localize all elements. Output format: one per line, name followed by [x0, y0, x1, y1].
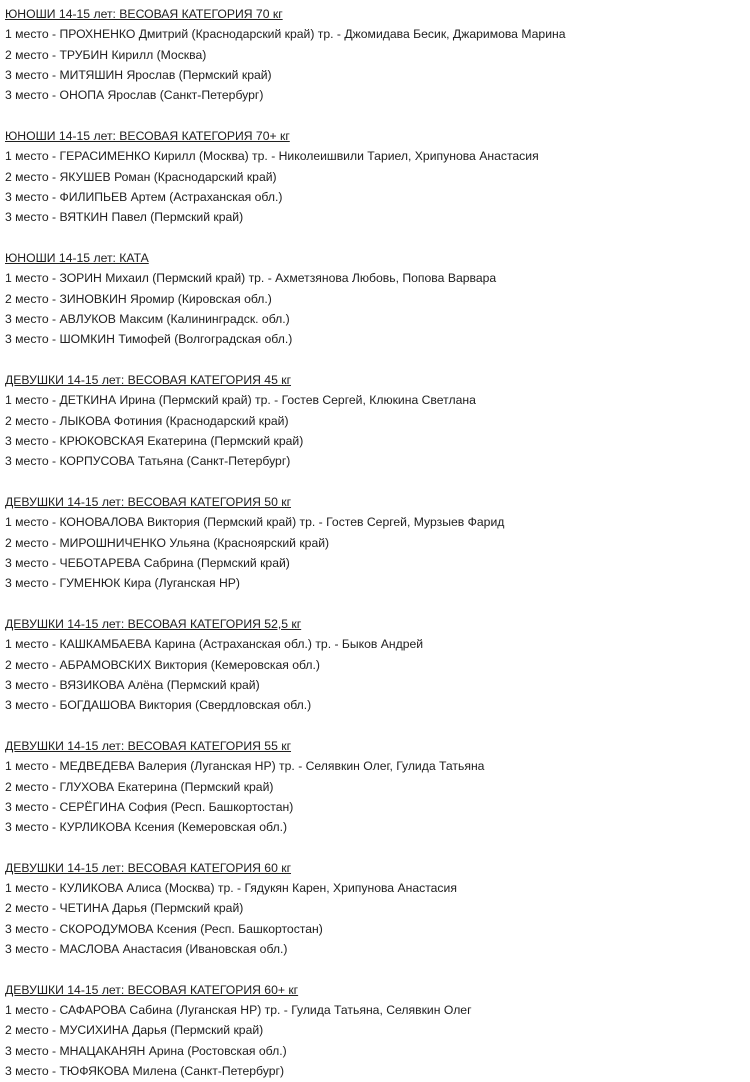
- section-heading: ДЕВУШКИ 14-15 лет: ВЕСОВАЯ КАТЕГОРИЯ 45 кг: [5, 372, 292, 387]
- result-line: 1 место - КОНОВАЛОВА Виктория (Пермский край) тр. - Гостев Сергей, Мурзыев Фарид: [5, 515, 505, 530]
- result-line: 2 место - ЛЫКОВА Фотиния (Краснодарский край): [5, 413, 289, 428]
- result-line: 2 место - ГЛУХОВА Екатерина (Пермский край): [5, 779, 274, 794]
- results-section: [5, 492, 750, 593]
- section-heading: ДЕВУШКИ 14-15 лет: ВЕСОВАЯ КАТЕГОРИЯ 52,5 кг: [5, 616, 302, 631]
- result-line: 1 место - САФАРОВА Сабина (Луганская НР) тр. - Гулида Татьяна, Селявкин Олег: [5, 1003, 472, 1018]
- results-section: [5, 614, 750, 715]
- result-line: 2 место - ЗИНОВКИН Яромир (Кировская обл.): [5, 291, 272, 306]
- section-heading: ДЕВУШКИ 14-15 лет: ВЕСОВАЯ КАТЕГОРИЯ 60+ кг: [5, 982, 299, 997]
- result-line: 2 место - АБРАМОВСКИХ Виктория (Кемеровская обл.): [5, 657, 320, 672]
- result-line: 2 место - МУСИХИНА Дарья (Пермский край): [5, 1023, 264, 1038]
- result-line: 3 место - КОРПУСОВА Татьяна (Санкт-Петербург): [5, 454, 291, 469]
- result-line: 3 место - ФИЛИПЬЕВ Артем (Астраханская обл.): [5, 189, 283, 204]
- results-section: [5, 126, 750, 227]
- result-line: 3 место - ТЮФЯКОВА Милена (Санкт-Петербург): [5, 1064, 285, 1079]
- results-section: [5, 980, 750, 1081]
- result-line: 2 место - ТРУБИН Кирилл (Москва): [5, 47, 207, 62]
- result-line: 3 место - ВЯЗИКОВА Алёна (Пермский край): [5, 677, 260, 692]
- result-line: 3 место - МАСЛОВА Анастасия (Ивановская обл.): [5, 942, 288, 957]
- section-heading: ЮНОШИ 14-15 лет: КАТА: [5, 250, 149, 265]
- result-line: 1 место - МЕДВЕДЕВА Валерия (Луганская НР) тр. - Селявкин Олег, Гулида Татьяна: [5, 759, 485, 774]
- result-line: 2 место - ЧЕТИНА Дарья (Пермский край): [5, 901, 244, 916]
- result-line: 2 место - МИРОШНИЧЕНКО Ульяна (Красноярский край): [5, 535, 330, 550]
- section-heading: ЮНОШИ 14-15 лет: ВЕСОВАЯ КАТЕГОРИЯ 70 кг: [5, 7, 283, 21]
- section-heading: ЮНОШИ 14-15 лет: ВЕСОВАЯ КАТЕГОРИЯ 70+ кг: [5, 128, 290, 143]
- result-line: 3 место - СКОРОДУМОВА Ксения (Респ. Башкортостан): [5, 921, 323, 936]
- result-line: 1 место - ЗОРИН Михаил (Пермский край) тр. - Ахметзянова Любовь, Попова Варвара: [5, 271, 497, 286]
- result-line: 3 место - ОНОПА Ярослав (Санкт-Петербург): [5, 88, 264, 103]
- result-line: 3 место - ВЯТКИН Павел (Пермский край): [5, 210, 244, 225]
- results-section: [5, 858, 750, 959]
- result-line: 1 место - ДЕТКИНА Ирина (Пермский край) тр. - Гостев Сергей, Клюкина Светлана: [5, 393, 476, 408]
- results-section: [5, 736, 750, 837]
- section-heading: ДЕВУШКИ 14-15 лет: ВЕСОВАЯ КАТЕГОРИЯ 55 кг: [5, 738, 292, 753]
- result-line: 3 место - КУРЛИКОВА Ксения (Кемеровская обл.): [5, 820, 288, 835]
- result-line: 1 место - ПРОХНЕНКО Дмитрий (Краснодарский край) тр. - Джомидава Бесик, Джаримова Марина: [5, 27, 566, 42]
- result-line: 3 место - ГУМЕНЮК Кира (Луганская НР): [5, 576, 240, 591]
- result-line: 3 место - ШОМКИН Тимофей (Волгоградская обл.): [5, 332, 293, 347]
- result-line: 3 место - МНАЦАКАНЯН Арина (Ростовская обл.): [5, 1043, 287, 1058]
- section-heading: ДЕВУШКИ 14-15 лет: ВЕСОВАЯ КАТЕГОРИЯ 60 кг: [5, 860, 292, 875]
- result-line: 3 место - АВЛУКОВ Максим (Калининградск. обл.): [5, 311, 290, 326]
- result-line: 3 место - ЧЕБОТАРЕВА Сабрина (Пермский край): [5, 555, 290, 570]
- result-line: 1 место - КАШКАМБАЕВА Карина (Астраханская обл.) тр. - Быков Андрей: [5, 637, 424, 652]
- result-line: 3 место - МИТЯШИН Ярослав (Пермский край): [5, 67, 272, 82]
- result-line: 1 место - КУЛИКОВА Алиса (Москва) тр. - Гядукян Карен, Хрипунова Анастасия: [5, 881, 457, 896]
- result-line: 1 место - ГЕРАСИМЕНКО Кирилл (Москва) тр. - Николеишвили Тариел, Хрипунова Анастасия: [5, 149, 539, 164]
- result-line: 3 место - КРЮКОВСКАЯ Екатерина (Пермский край): [5, 433, 304, 448]
- result-line: 3 место - СЕРЁГИНА София (Респ. Башкортостан): [5, 799, 294, 814]
- results-section: [5, 4, 750, 105]
- result-line: 3 место - БОГДАШОВА Виктория (Свердловская обл.): [5, 698, 312, 713]
- result-line: 2 место - ЯКУШЕВ Роман (Краснодарский край): [5, 169, 277, 184]
- results-section: [5, 248, 750, 349]
- results-section: [5, 370, 750, 471]
- section-heading: ДЕВУШКИ 14-15 лет: ВЕСОВАЯ КАТЕГОРИЯ 50 кг: [5, 494, 292, 509]
